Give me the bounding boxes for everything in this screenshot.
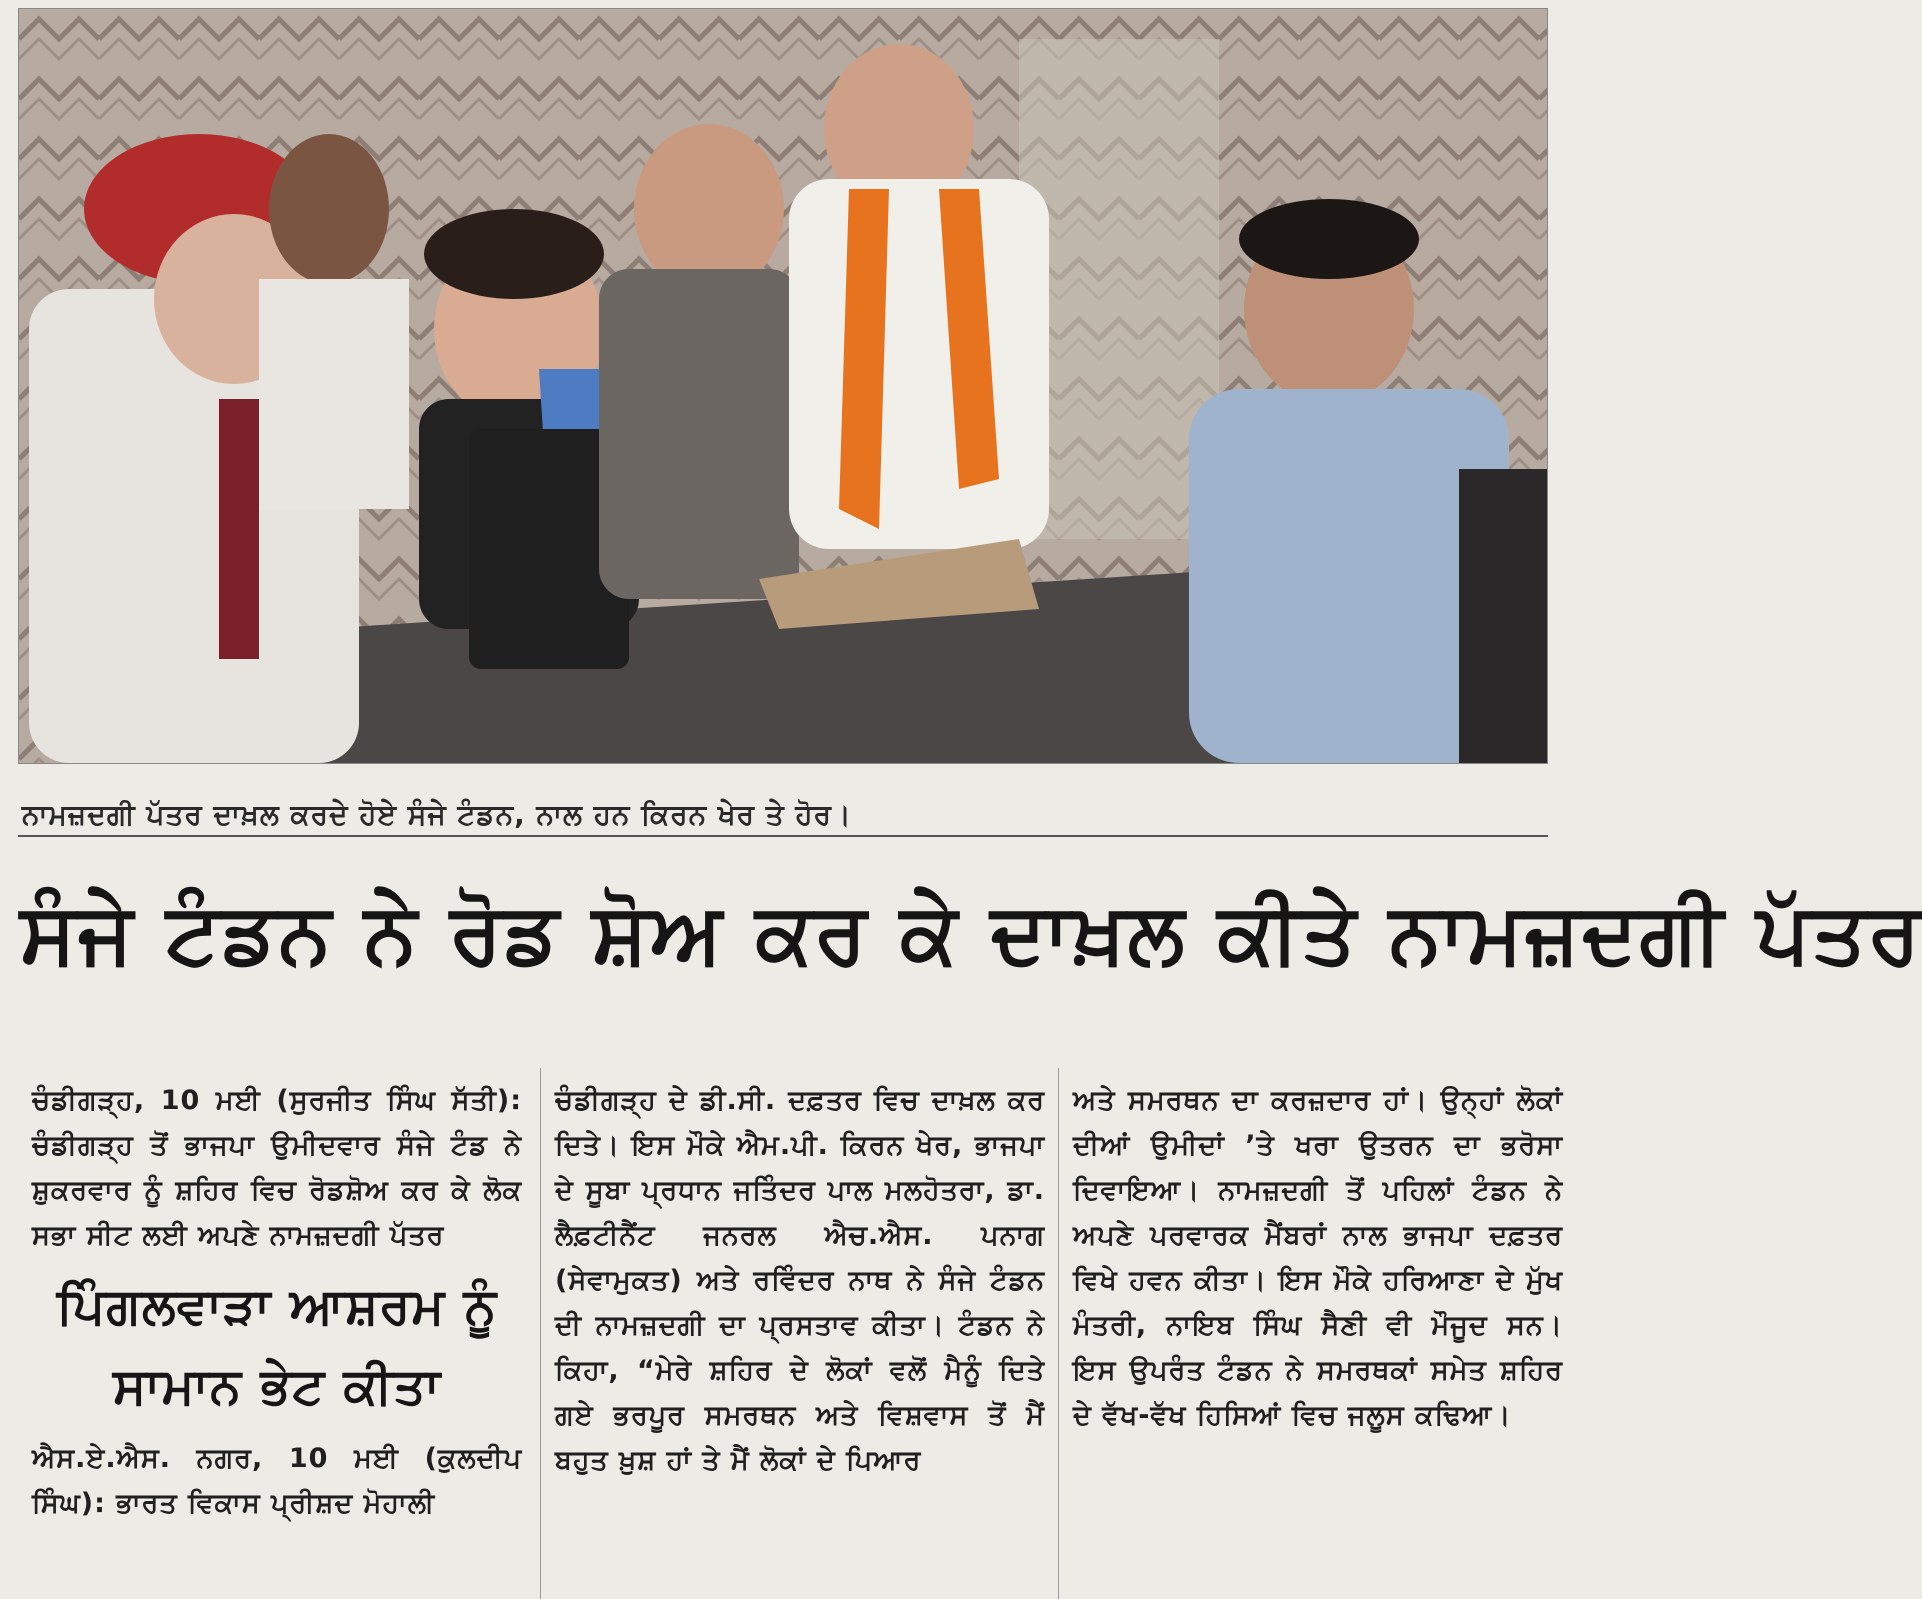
column-3 [1073,1078,1563,1599]
photo-illustration [19,9,1547,763]
sub-headline: ਪਿੰਗਲਵਾੜਾ ਆਸ਼ਰਮ ਨੂੰ ਸਾਮਾਨ ਭੇਟ ਕੀਤਾ [56,1277,498,1415]
column-divider [1058,1068,1059,1599]
news-photo [18,8,1548,764]
column-3-text: ਅਤੇ ਸਮਰਥਨ ਦਾ ਕਰਜ਼ਦਾਰ ਹਾਂ। ਉਨ੍ਹਾਂ ਲੋਕਾਂ ਦੀਆਂ ਉਮੀਦਾਂ ’ਤੇ ਖਰਾ ਉਤਰਨ ਦਾ ਭਰੋਸਾ ਦਿਵਾਇਆ। ਨਾਮਜ਼ਦਗੀ ਤੋਂ ਪਹਿਲਾਂ ਟੰਡਨ ਨੇ ਅਪਣੇ ਪਰਵਾਰਕ ਮੈਂਬਰਾਂ ਨਾਲ ਭਾਜਪਾ ਦਫ਼ਤਰ ਵਿਖੇ ਹਵਨ ਕੀਤਾ। ਇਸ ਮੌਕੇ ਹਰਿਆਣਾ ਦੇ ਮੁੱਖ ਮੰਤਰੀ, ਨਾਇਬ ਸਿੰਘ ਸੈਣੀ ਵੀ ਮੌਜੂਦ ਸਨ। ਇਸ ਉਪਰੰਤ ਟੰਡਨ ਨੇ ਸਮਰਥਕਾਂ ਸਮੇਤ ਸ਼ਹਿਰ ਦੇ ਵੱਖ-ਵੱਖ ਹਿਸਿਆਂ ਵਿਚ ਜਲੂਸ ਕਢਿਆ। [1073,1085,1563,1431]
article-headline: ਸੰਜੇ ਟੰਡਨ ਨੇ ਰੋਡ ਸ਼ੋਅ ਕਰ ਕੇ ਦਾਖ਼ਲ ਕੀਤੇ ਨਾਮਜ਼ਦਗੀ ਪੱਤਰ [20,884,1922,982]
column-1-text: ਚੰਡੀਗੜ੍ਹ, 10 ਮਈ (ਸੁਰਜੀਤ ਸਿੰਘ ਸੱਤੀ): ਚੰਡੀਗੜ੍ਹ ਤੋਂ ਭਾਜਪਾ ਉਮੀਦਵਾਰ ਸੰਜੇ ਟੰਡ ਨੇ ਸ਼ੁਕਰਵਾਰ ਨੂੰ ਸ਼ਹਿਰ ਵਿਚ ਰੋਡਸ਼ੋਅ ਕਰ ਕੇ ਲੋਕ ਸਭਾ ਸੀਟ ਲਈ ਅਪਣੇ ਨਾਮਜ਼ਦਗੀ ਪੱਤਰ [32,1085,522,1251]
column-1-text-2: ਐਸ.ਏ.ਐਸ. ਨਗਰ, 10 ਮਈ (ਕੁਲਦੀਪ ਸਿੰਘ): ਭਾਰਤ ਵਿਕਾਸ ਪ੍ਰੀਸ਼ਦ ਮੋਹਾਲੀ [32,1443,522,1519]
column-divider [540,1068,541,1599]
column-2 [555,1078,1045,1599]
caption-rule [18,835,1548,837]
column-1 [32,1078,522,1599]
photo-caption: ਨਾਮਜ਼ਦਗੀ ਪੱਤਰ ਦਾਖ਼ਲ ਕਰਦੇ ਹੋਏ ਸੰਜੇ ਟੰਡਨ, ਨਾਲ ਹਨ ਕਿਰਨ ਖੇਰ ਤੇ ਹੋਰ। [22,798,852,831]
column-2-text: ਚੰਡੀਗੜ੍ਹ ਦੇ ਡੀ.ਸੀ. ਦਫ਼ਤਰ ਵਿਚ ਦਾਖ਼ਲ ਕਰ ਦਿਤੇ। ਇਸ ਮੌਕੇ ਐਮ.ਪੀ. ਕਿਰਨ ਖੇਰ, ਭਾਜਪਾ ਦੇ ਸੂਬਾ ਪ੍ਰਧਾਨ ਜਤਿੰਦਰ ਪਾਲ ਮਲਹੋਤਰਾ, ਡਾ. ਲੈਫ਼ਟੀਨੈਂਟ ਜਨਰਲ ਐਚ.ਐਸ. ਪਨਾਗ (ਸੇਵਾਮੁਕਤ) ਅਤੇ ਰਵਿੰਦਰ ਨਾਥ ਨੇ ਸੰਜੇ ਟੰਡਨ ਦੀ ਨਾਮਜ਼ਦਗੀ ਦਾ ਪ੍ਰਸਤਾਵ ਕੀਤਾ। ਟੰਡਨ ਨੇ ਕਿਹਾ, “ਮੇਰੇ ਸ਼ਹਿਰ ਦੇ ਲੋਕਾਂ ਵਲੋਂ ਮੈਨੂੰ ਦਿਤੇ ਗਏ ਭਰਪੂਰ ਸਮਰਥਨ ਅਤੇ ਵਿਸ਼ਵਾਸ ਤੋਂ ਮੈਂ ਬਹੁਤ ਖ਼ੁਸ਼ ਹਾਂ ਤੇ ਮੈਂ ਲੋਕਾਂ ਦੇ ਪਿਆਰ [555,1085,1045,1476]
tie [219,399,259,659]
